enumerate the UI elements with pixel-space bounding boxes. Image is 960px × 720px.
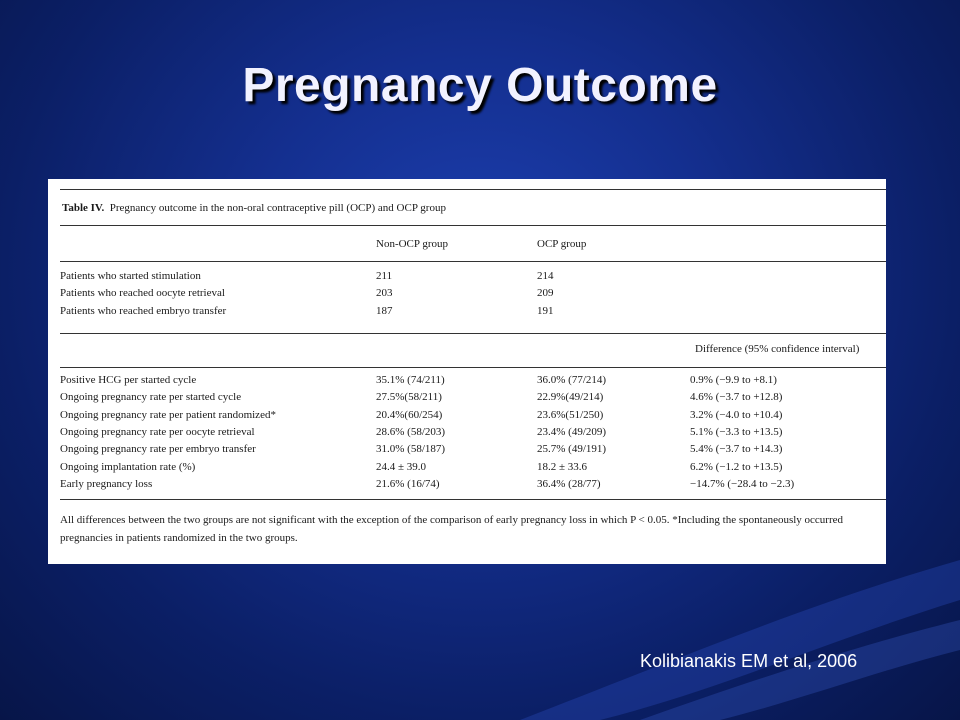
table-row <box>48 409 886 426</box>
table-cell-non_ocp: 203 <box>376 287 393 300</box>
table-cell-non_ocp: 28.6% (58/203) <box>376 425 446 438</box>
table-cell-label: Ongoing pregnancy rate per oocyte retrieval <box>60 425 255 438</box>
table-cell-diff: 6.2% (−1.2 to +13.5) <box>690 460 783 473</box>
table-cell-ocp: 23.6%(51/250) <box>537 408 604 421</box>
table-cell-diff: 0.9% (−9.9 to +8.1) <box>690 374 777 386</box>
table-cell-label: Positive HCG per started cycle <box>60 374 197 386</box>
table-cell-label: Ongoing pregnancy rate per started cycle <box>60 391 242 404</box>
table-cell-ocp: 191 <box>537 304 554 317</box>
table-cell-label: Early pregnancy loss <box>60 477 153 490</box>
table-cell-ocp: 25.7% (49/191) <box>537 443 607 456</box>
table-cell-non_ocp: 187 <box>376 304 393 317</box>
table-cell-ocp: 36.0% (77/214) <box>537 374 607 386</box>
table-rule <box>60 333 886 334</box>
table-cell-non_ocp: 24.4 ± 39.0 <box>376 460 427 473</box>
table-cell-non_ocp: 21.6% (16/74) <box>376 477 440 490</box>
table-rule <box>60 189 886 190</box>
table-cell-non_ocp: 27.5%(58/211) <box>376 391 442 404</box>
outcome-table <box>48 179 886 564</box>
table-cell-label: Ongoing pregnancy rate per embryo transfer <box>60 443 256 456</box>
col-header-non-ocp: Non-OCP group <box>376 238 449 250</box>
table-cell-label: Patients who reached oocyte retrieval <box>60 287 225 300</box>
table-rule <box>60 261 886 262</box>
table-cell-ocp: 214 <box>537 270 554 282</box>
table-cell-diff: −14.7% (−28.4 to −2.3) <box>690 477 795 490</box>
table-row <box>48 305 886 322</box>
table-cell-non_ocp: 211 <box>376 270 393 282</box>
table-cell-diff: 4.6% (−3.7 to +12.8) <box>690 391 783 404</box>
table-cell-label: Patients who reached embryo transfer <box>60 304 227 317</box>
table-cell-diff: 3.2% (−4.0 to +10.4) <box>690 408 783 421</box>
table-row <box>48 443 886 460</box>
table-row <box>48 374 886 391</box>
table-row <box>48 270 886 287</box>
table-caption-text: Pregnancy outcome in the non-oral contraceptive pill (OCP) and OCP group <box>109 202 446 214</box>
col-header-ocp: OCP group <box>537 238 587 250</box>
difference-header: Difference (95% confidence interval) <box>695 343 860 355</box>
table-cell-label: Ongoing pregnancy rate per patient randomized* <box>60 408 276 421</box>
table-rule <box>60 367 886 368</box>
table-cell-label: Patients who started stimulation <box>60 270 201 282</box>
table-footnote: All differences between the two groups are not significant with the exception of the comparison of early pregnancy loss in which P < 0.05. *Including the spontaneously occurred pregnancies in patients randomized in the two groups. <box>60 514 844 544</box>
table-row <box>48 426 886 443</box>
citation: Kolibianakis EM et al, 2006 <box>640 651 858 671</box>
table-cell-diff: 5.1% (−3.3 to +13.5) <box>690 425 783 438</box>
table-rule <box>60 225 886 226</box>
slide-title: Pregnancy Outcome <box>242 59 718 112</box>
table-cell-ocp: 22.9%(49/214) <box>537 391 604 404</box>
table-row <box>48 391 886 408</box>
table-cell-ocp: 18.2 ± 33.6 <box>537 460 588 473</box>
table-cell-ocp: 23.4% (49/209) <box>537 425 607 438</box>
table-cell-label: Ongoing implantation rate (%) <box>60 460 196 473</box>
table-cell-ocp: 209 <box>537 287 554 300</box>
table-cell-non_ocp: 20.4%(60/254) <box>376 408 443 421</box>
table-cell-diff: 5.4% (−3.7 to +14.3) <box>690 443 783 456</box>
table-caption <box>62 202 446 214</box>
table-rule <box>60 499 886 500</box>
table-cell-non_ocp: 35.1% (74/211) <box>376 374 445 386</box>
table-row <box>48 478 886 495</box>
table-row <box>48 287 886 304</box>
table-cell-ocp: 36.4% (28/77) <box>537 477 601 490</box>
table-cell-non_ocp: 31.0% (58/187) <box>376 443 446 456</box>
table-row <box>48 461 886 478</box>
table-label: Table IV. <box>62 202 105 214</box>
